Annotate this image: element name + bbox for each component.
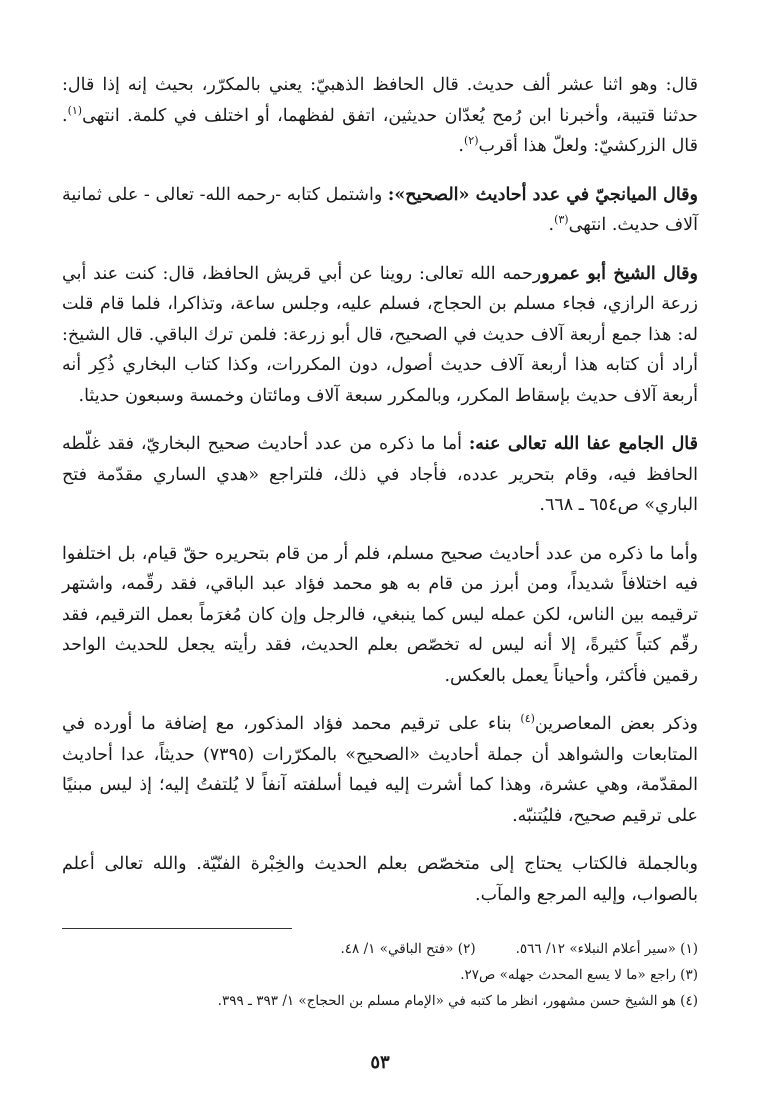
para-text-tail: بناء على ترقيم محمد فؤاد المذكور، مع إضافة ما أورده في المتابعات والشواهد أن جملة أحاديث «الصحيح» بالمكرّرات (٧٣٩٥) حديثاً، عدا أحاديث المقدّمة، وهي عشرة، وهذا كما أشرت إليه فيما أسلفته آنفاً لا يُلتفتُ إليه؛ إذ ليس مبنيًا على ترقيم صحيح، فليُتنبّه.	[62, 714, 699, 826]
para-text-tail: .	[548, 215, 555, 235]
para-text-tail: . قال الزركشيّ: ولعلّ هذا أقرب	[62, 105, 698, 156]
page-number: ٥٣	[370, 1052, 390, 1073]
footnote-4: (٤) هو الشيخ حسن مشهور، انظر ما كتبه في «الإمام مسلم بن الحجاج» ١/ ٣٩٣ ـ ٣٩٩.	[217, 993, 698, 1009]
paragraph-5	[62, 539, 698, 692]
footnote-ref: (١)	[67, 103, 83, 117]
paragraph-6	[62, 709, 698, 831]
paragraph-1	[62, 70, 698, 162]
footnote-ref: (٣)	[554, 213, 569, 227]
para-lead: وقال الشيخ أبو عمرو	[541, 263, 698, 284]
para-lead: قال الجامع عفا الله تعالى عنه:	[468, 434, 698, 454]
para-text: وذكر بعض المعاصرين	[534, 714, 699, 734]
paragraph-4	[62, 429, 698, 521]
para-text: وأما ما ذكره من عدد أحاديث صحيح مسلم، فلم أر من قام بتحريره حقّ قيام، بل اختلفوا فيه اختلافاً شديداً، ومن أبرز من قام به هو محمد فؤاد عبد الباقي، فقد رقّمه، واشتهر ترقيمه بين الناس، لكن عمله ليس كما ينبغي، فالرجل وإن كان مُغرَماً بعمل الترقيم، فقد رقّم كتباً كثيرةً، إلا أنه ليس له تخصّص بعلم الحديث، فقد رأيته يجعل للحديث الواحد رقمين فأكثر، وأحياناً يعمل بالعكس.	[62, 543, 698, 686]
para-lead: وقال الميانجيّ في عدد أحاديث «الصحيح»:	[387, 184, 698, 205]
footnotes	[62, 936, 698, 1014]
paragraph-2	[62, 180, 698, 241]
para-text: واشتمل كتابه -رحمه الله- تعالى - على ثمانية آلاف حديث. انتهى	[62, 184, 698, 235]
footnote-1: (١) «سير أعلام النبلاء» ١٢/ ٥٦٦.	[515, 941, 698, 957]
para-text: رحمه الله تعالى: روينا عن أبي قريش الحافظ، قال: كنت عند أبي زرعة الرازي، فجاء مسلم بن الحجاج، فسلم عليه، وجلس ساعة، وتذاكرا، فلما قام قلت له: هذا جمع أربعة آلاف حديث في الصحيح، قال أبو زرعة: فلمن ترك الباقي. قال الشيخ: أراد أن كتابه هذا أربعة آلاف حديث أصول، دون المكررات، وكذا كتاب البخاري ذُكِر أنه أربعة آلاف حديث بإسقاط المكرر، وبالمكرر سبعة آلاف ومائتان وخمسة وسبعون حديثا.	[62, 263, 698, 406]
footnote-3: (٣) راجع «ما لا يسع المحدث جهله» ص٢٧.	[460, 967, 698, 983]
para-text: أما ما ذكره من عدد أحاديث صحيح البخاريّ، فقد غلّطه الحافظ فيه، وقام بتحرير عدده، فأجاد في ذلك، فلتراجع «هدي الساري مقدّمة فتح الباري» ص٦٥٤ ـ ٦٦٨.	[62, 434, 698, 515]
para-text-tail: .	[458, 136, 464, 156]
footnote-ref: (٢)	[463, 134, 479, 148]
paragraph-3	[62, 259, 698, 412]
footnote-2: (٢) «فتح الباقي» ١/ ٤٨.	[340, 941, 476, 957]
footnote-ref: (٤)	[520, 712, 535, 726]
para-text: وبالجملة فالكتاب يحتاج إلى متخصّص بعلم الحديث والخِبْرة الفنّيّة. والله تعالى أعلم بالصواب، وإليه المرجع والمآب.	[62, 854, 698, 905]
paragraph-7	[62, 849, 698, 910]
main-text	[62, 70, 698, 928]
footnote-row	[62, 936, 698, 962]
footnote-divider	[62, 928, 292, 929]
para-text: قال: وهو اثنا عشر ألف حديث. قال الحافظ الذهبيّ: يعني بالمكرّر، بحيث إنه إذا قال: حدثنا قتيبة، وأخبرنا ابن رُمح يُعدّان حديثين، اتفق لفظهما، أو اختلف في كلمة. انتهى	[62, 75, 698, 126]
